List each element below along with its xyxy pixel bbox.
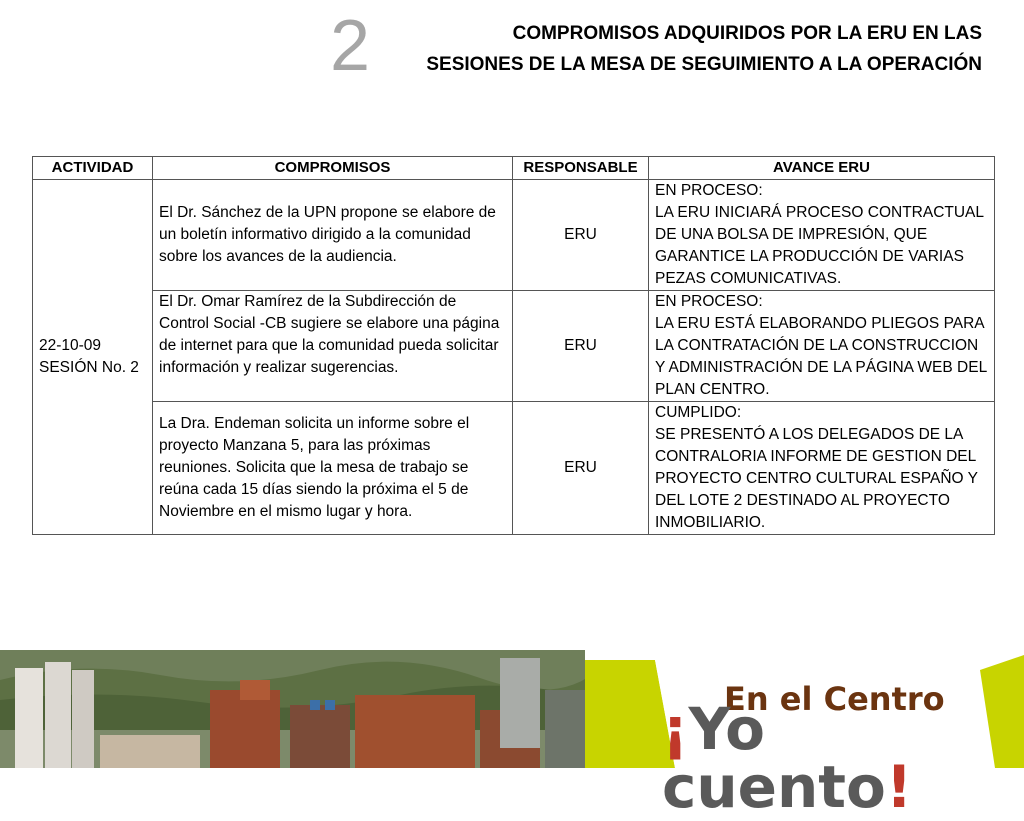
progress-status: CUMPLIDO: bbox=[655, 404, 742, 421]
activity-session: SESIÓN No. 2 bbox=[39, 359, 139, 376]
logo-open-exclamation: ¡ bbox=[662, 695, 689, 763]
logo-word: Yo cuento bbox=[662, 695, 886, 821]
slide-number: 2 bbox=[330, 6, 371, 86]
city-skyline-photo bbox=[0, 650, 600, 768]
activity-cell bbox=[33, 180, 153, 535]
progress-text: SE PRESENTÓ A LOS DELEGADOS DE LA CONTRALORIA INFORME DE GESTION DEL PROYECTO CENTRO CULTURAL ESPAÑO Y DEL LOTE 2 DESTINADO AL PROYECTO INMOBILIARIO. bbox=[655, 426, 978, 531]
commitment-cell: El Dr. Omar Ramírez de la Subdirección de Control Social -CB sugiere se elabore una página de internet para que la comunidad pueda solicitar información y realizar sugerencias. bbox=[153, 291, 513, 402]
progress-cell bbox=[649, 180, 995, 291]
responsible-cell: ERU bbox=[513, 402, 649, 535]
header-responsable: RESPONSABLE bbox=[513, 157, 649, 180]
logo-line1: En el Centro bbox=[724, 680, 945, 718]
table-row bbox=[33, 180, 995, 291]
header-actividad: ACTIVIDAD bbox=[33, 157, 153, 180]
progress-text: LA ERU ESTÁ ELABORANDO PLIEGOS PARA LA CONTRATACIÓN DE LA CONSTRUCCION Y ADMINISTRACIÓN DE LA PÁGINA WEB DEL PLAN CENTRO. bbox=[655, 315, 987, 398]
progress-cell bbox=[649, 291, 995, 402]
responsible-cell: ERU bbox=[513, 291, 649, 402]
progress-status: EN PROCESO: bbox=[655, 182, 763, 199]
header-avance: AVANCE ERU bbox=[649, 157, 995, 180]
commitments-table bbox=[32, 156, 995, 535]
progress-status: EN PROCESO: bbox=[655, 293, 763, 310]
table-row bbox=[33, 291, 995, 402]
commitment-cell: La Dra. Endeman solicita un informe sobre el proyecto Manzana 5, para las próximas reuniones. Solicita que la mesa de trabajo se reúna cada 15 días siendo la próxima el 5 de Noviembre en el mismo lugar y hora. bbox=[153, 402, 513, 535]
progress-text: LA ERU INICIARÁ PROCESO CONTRACTUAL DE UNA BOLSA DE IMPRESIÓN, QUE GARANTICE LA PRODUCCIÓN DE VARIAS PEZAS COMUNICATIVAS. bbox=[655, 204, 984, 287]
table-row bbox=[33, 402, 995, 535]
logo-close-exclamation: ! bbox=[885, 753, 913, 821]
header-compromisos: COMPROMISOS bbox=[153, 157, 513, 180]
table-header-row bbox=[33, 157, 995, 180]
slide-title: COMPROMISOS ADQUIRIDOS POR LA ERU EN LAS SESIONES DE LA MESA DE SEGUIMIENTO A LA OPERACIÓN bbox=[426, 23, 982, 75]
responsible-cell: ERU bbox=[513, 180, 649, 291]
commitment-cell: El Dr. Sánchez de la UPN propone se elabore de un boletín informativo dirigido a la comunidad sobre los avances de la audiencia. bbox=[153, 180, 513, 291]
activity-date: 22-10-09 bbox=[39, 337, 102, 354]
progress-cell bbox=[649, 402, 995, 535]
